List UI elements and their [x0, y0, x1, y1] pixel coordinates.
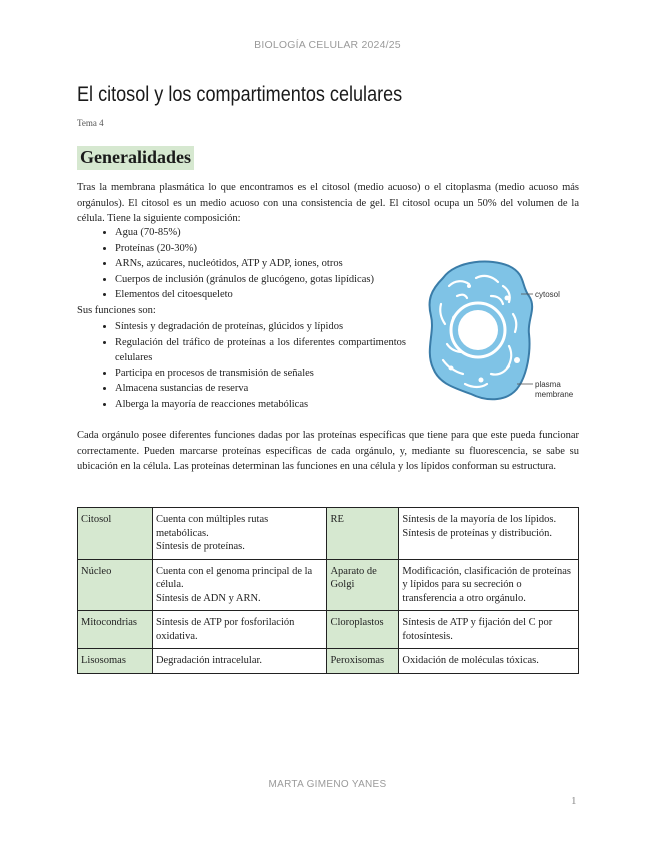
function-line: Degradación intracelular. — [155, 655, 263, 666]
list-item: • Participa en procesos de transmisión de señales — [115, 366, 406, 382]
functions-list — [98, 319, 406, 412]
running-header: BIOLOGÍA CELULAR 2024/25 — [254, 39, 401, 51]
function-line: Síntesis de ATP por fosforilación oxidativa. — [155, 617, 295, 642]
organelle-function-cell — [399, 611, 579, 649]
organelle-paragraph: Cada orgánulo posee diferentes funciones dadas por las proteínas específicas que tiene para que este pueda funcionar correctamente. Pueden marcarse proteínas específicas de cada orgánulo, y, mediante su fluorescencia, se sabe su ubicación en la célula. Las proteínas determinan las funciones en una célula y los lípidos conforman su estructura. — [77, 430, 579, 472]
organelle-function-cell — [399, 649, 579, 674]
running-footer: MARTA GIMENO YANES — [268, 779, 387, 790]
function-line: Modificación, clasificación de proteínas y lípidos para su secreción o transferencia a otro orgánulo. — [402, 565, 571, 604]
table-row — [78, 559, 579, 611]
list-item: • Proteínas (20-30%) — [115, 241, 374, 257]
function-line: Síntesis de proteínas. — [155, 541, 245, 552]
organelle-name-cell: Aparato de Golgi — [327, 559, 399, 611]
cell-cytosol-figure — [421, 256, 581, 406]
function-line: Cuenta con el genoma principal de la célula. — [155, 565, 313, 590]
list-item: • Alberga la mayoría de reacciones metabólicas — [115, 397, 406, 413]
organelle-name-cell: Peroxisomas — [327, 649, 399, 674]
membrane-label-line1: plasma — [535, 380, 561, 389]
organelle-table — [77, 507, 579, 674]
organelle-function-cell — [152, 611, 327, 649]
organelle-name-cell: Mitocondrias — [78, 611, 153, 649]
organelle-name-cell: Núcleo — [78, 559, 153, 611]
list-item: • ARNs, azúcares, nucleótidos, ATP y ADP, iones, otros — [115, 256, 374, 272]
page-subtitle: Tema 4 — [77, 118, 104, 128]
function-line: Síntesis de la mayoría de los lípidos. — [402, 514, 557, 525]
list-item: • Agua (70-85%) — [115, 225, 374, 241]
function-line: Síntesis de ATP y fijación del C por fotosíntesis. — [402, 617, 553, 642]
organelle-function-cell — [399, 508, 579, 560]
page-number: 1 — [571, 795, 577, 807]
function-line: Síntesis de ADN y ARN. — [155, 592, 261, 604]
nucleus — [458, 310, 498, 350]
organelle-function-cell — [152, 649, 327, 674]
table-row — [78, 649, 579, 674]
page-title: El citosol y los compartimentos celulares — [77, 83, 403, 106]
organelle-name-cell: Cloroplastos — [327, 611, 399, 649]
function-line: Oxidación de moléculas tóxicas. — [402, 655, 539, 666]
table-row — [78, 508, 579, 560]
membrane-label-line2: membrane — [535, 390, 574, 399]
composition-list — [98, 225, 374, 303]
list-item: • Almacena sustancias de reserva — [115, 381, 406, 397]
intro-paragraph: Tras la membrana plasmática lo que encontramos es el citosol (medio acuoso) o el citoplasma (medio acuoso más orgánulos). El citosol es un medio acuoso con una consistencia de gel. El citosol ocupa un 50% del volumen de la célula. Tiene la siguiente composición: — [77, 182, 579, 224]
section-heading: Generalidades — [77, 146, 194, 170]
function-line: Síntesis de proteínas y distribución. — [402, 527, 553, 539]
organelle-name-cell: Citosol — [78, 508, 153, 560]
table-row — [78, 611, 579, 649]
cytosol-label: cytosol — [535, 290, 560, 299]
list-item: • Cuerpos de inclusión (gránulos de glucógeno, gotas lipídicas) — [115, 272, 374, 288]
organelle-name-cell: Lisosomas — [78, 649, 153, 674]
organelle-function-cell — [399, 559, 579, 611]
organelle-name-cell: RE — [327, 508, 399, 560]
organelle-function-cell — [152, 508, 327, 560]
function-line: Cuenta con múltiples rutas metabólicas. — [155, 514, 269, 539]
organelle-function-cell — [152, 559, 327, 611]
list-item: • Elementos del citoesqueleto — [115, 287, 374, 303]
functions-intro: Sus funciones son: — [77, 305, 156, 316]
list-item: • Regulación del tráfico de proteínas a los diferentes compartimentos celulares — [115, 335, 406, 366]
list-item: • Síntesis y degradación de proteínas, glúcidos y lípidos — [115, 319, 406, 335]
